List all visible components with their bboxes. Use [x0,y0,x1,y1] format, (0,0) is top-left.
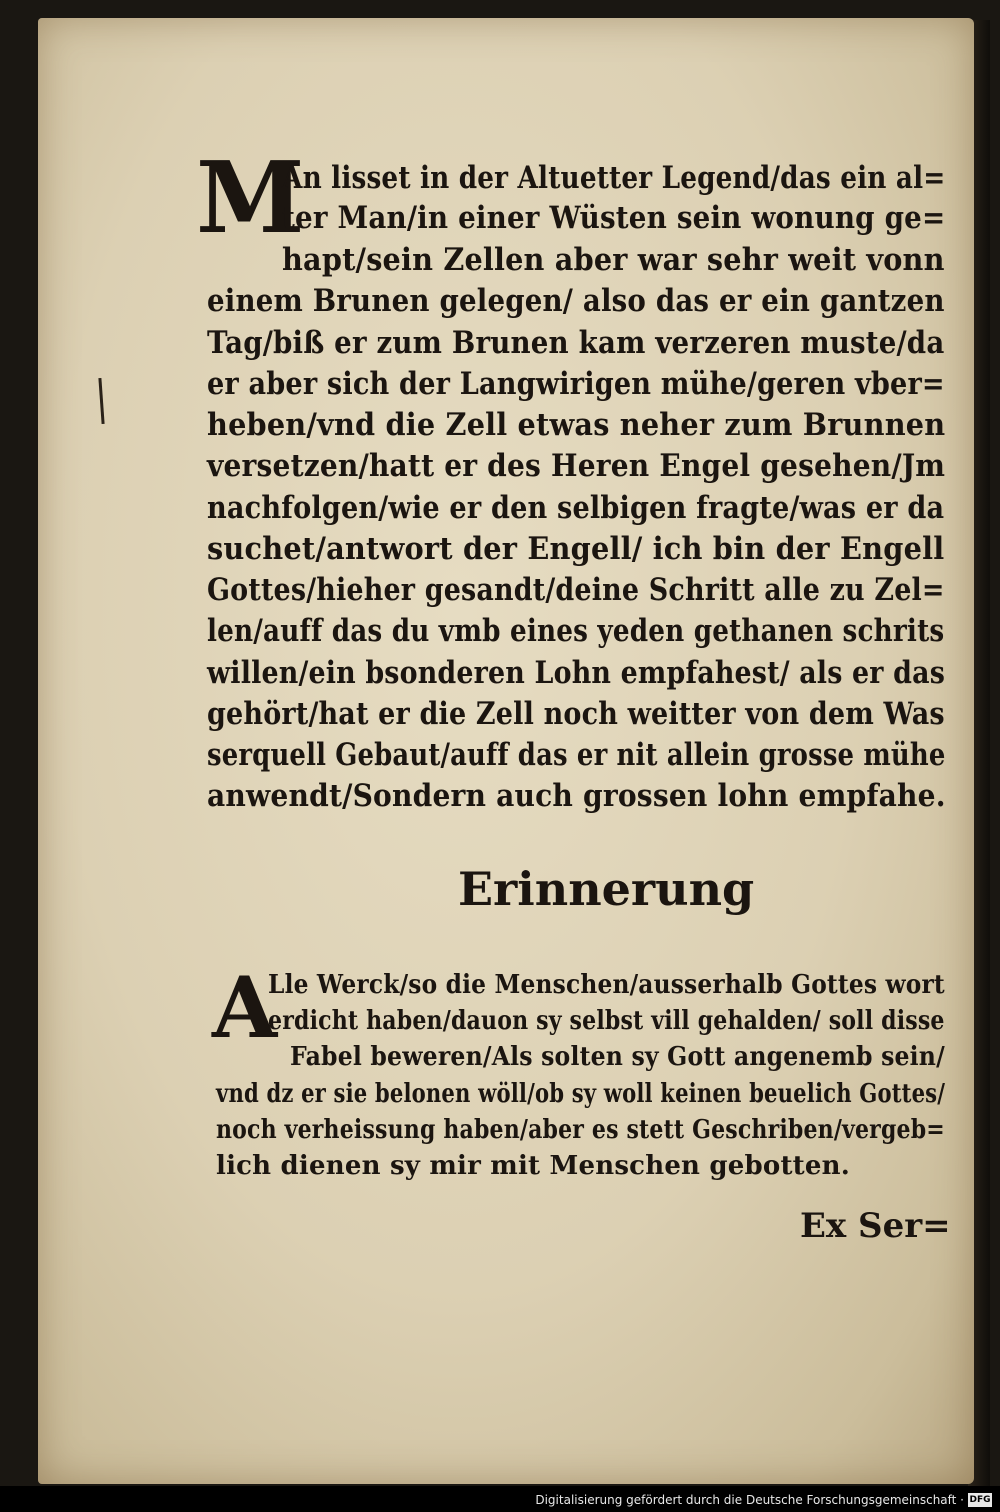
text-line: versetzen/hatt er des Heren Engel gesehen/Jm [207,448,946,484]
text-line: anwendt/Sondern auch grossen lohn empfahe. [207,778,946,814]
drop-cap-m: M [196,141,305,256]
text-line: gehört/hat er die Zell noch weitter von dem Was [207,696,945,732]
text-line: serquell Gebaut/auff das er nit allein grosse mühe [207,737,946,773]
text-line: heben/vnd die Zell etwas neher zum Brunnen [207,407,946,443]
text-line: nachfolgen/wie er den selbigen fragte/was er da [207,490,945,526]
text-line: ter Man/in einer Wüsten sein wonung ge= [282,200,946,236]
section-heading: Erinnerung [458,862,755,916]
footer-credit: Digitalisierung gefördert durch die Deutsche Forschungsgemeinschaft · [535,1493,964,1507]
catchword: Ex Ser= [800,1206,951,1246]
drop-cap-a: A [212,958,278,1057]
text-line: len/auff das du vmb eines yeden gethanen schrits [207,613,945,649]
text-line: einem Brunen gelegen/ also das er ein gantzen [207,283,945,319]
text-line: Fabel beweren/Als solten sy Gott angenemb sein/ [290,1042,945,1072]
text-line: An lisset in der Altuetter Legend/das ein al= [282,160,946,196]
text-line: lich dienen sy mir mit Menschen gebotten. [216,1151,850,1181]
text-line: noch verheissung haben/aber es stett Geschriben/vergeb= [216,1115,945,1145]
text-line: hapt/sein Zellen aber war sehr weit vonn [282,242,945,278]
text-line: erdicht haben/dauon sy selbst vill gehalden/ soll disse [268,1006,945,1036]
text-line: Tag/biß er zum Brunen kam verzeren muste/da [207,325,945,361]
text-line: Gottes/hieher gesandt/deine Schritt alle zu Zel= [207,572,945,608]
text-line: suchet/antwort der Engell/ ich bin der Engell [207,531,945,567]
text-line: vnd dz er sie belonen wöll/ob sy woll keinen beuelich Gottes/ [216,1079,946,1109]
text-line: willen/ein bsonderen Lohn empfahest/ als er das [207,655,946,691]
footer-bar [0,1486,1000,1512]
text-line: er aber sich der Langwirigen mühe/geren vber= [207,366,945,402]
text-line: Lle Werck/so die Menschen/ausserhalb Gottes wort [268,970,945,1000]
dfg-logo-icon: DFG [969,1495,991,1505]
